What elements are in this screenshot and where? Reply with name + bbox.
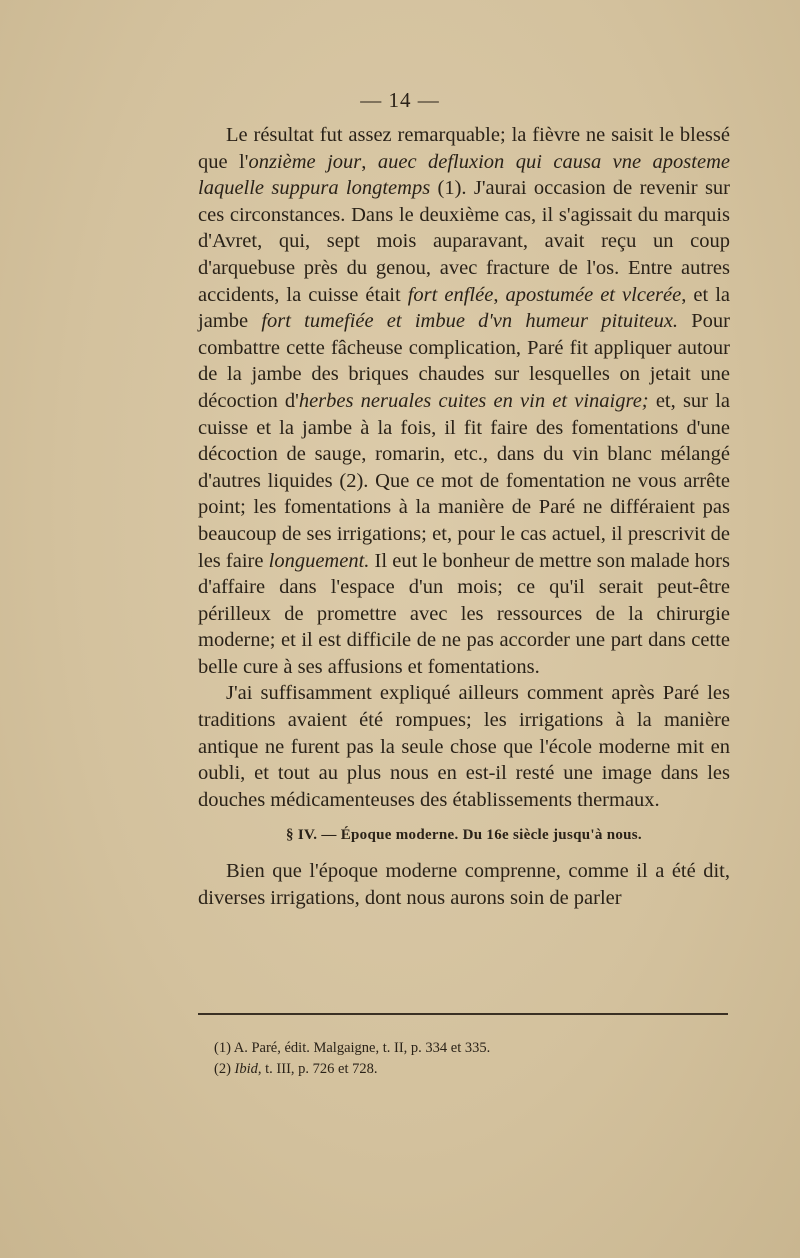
text-run: (1). J'aurai occasion de revenir sur ces circonstances. Dans le deuxième cas, il s'agissait du marquis d'Avret, qui, sept mois auparavant, avait reçu un coup d'arquebuse près du genou, avec fracture de l'os. Entre autres accidents, la cuisse était: [198, 177, 731, 306]
italic-phrase: auec defluxion qui causa vne aposteme laquelle suppura longtemps: [198, 150, 730, 200]
page-number: — 14 —: [360, 88, 440, 112]
footnote-1: [214, 1038, 714, 1059]
footnote-divider: [198, 1013, 728, 1015]
text-run: J'ai suffisamment expliqué ailleurs comment après Paré les traditions avaient été rompues; les irrigations à la manière antique ne furent pas la seule chose que l'école moderne mit en oubli, et tout au plus nous en est-il resté une image dans les douches médicamenteuses des établissements thermaux.: [198, 682, 730, 811]
footnotes: [214, 1038, 714, 1080]
italic-phrase: onzième jour: [248, 150, 362, 173]
footnote-text: A. Paré, édit. Malgaigne, t. II, p. 334 et 335.: [233, 1040, 491, 1056]
text-run: ,: [361, 150, 378, 173]
paragraph-2: [198, 680, 730, 813]
text-run: , et la jambe: [198, 283, 731, 333]
italic-phrase: fort tumefiée et imbue d'vn humeur pituiteux.: [261, 310, 679, 333]
text-run: ,: [493, 283, 506, 306]
text-run: et, sur la cuisse et la jambe à la fois, il fit faire des fomentations d'une décoction de sauge, romarin, etc., dans du vin blanc mélangé d'autres liquides (2). Que ce mot de fomentation ne vous arrête point; les fomentations à la manière de Paré ne différaient pas beaucoup de ses irrigations; et, pour le cas actuel, il prescrivit de les faire: [198, 389, 730, 572]
footnote-text: , t. III, p. 726 et 728.: [257, 1061, 378, 1077]
italic-phrase: longuement.: [268, 549, 370, 572]
section-number: § IV.: [286, 827, 318, 844]
footnote-label: (2): [214, 1061, 231, 1077]
text-run: Pour combattre cette fâcheuse complication, Paré fit appliquer autour de la jambe des briques chaudes sur lesquelles on jetait une décoction d': [198, 310, 730, 412]
footnote-ibid: Ibid: [234, 1061, 258, 1077]
italic-phrase: herbes neruales cuites en vin et vinaigre;: [298, 389, 649, 412]
text-run: Il eut le bonheur de mettre son malade hors d'affaire dans l'espace d'un mois; ce qu'il serait peut-être périlleux de promettre avec les ressources de la chirurgie moderne; et il est difficile de ne pas accorder une part dans cette belle cure à ses affusions et fomentations.: [198, 549, 730, 678]
section-heading: [198, 827, 730, 844]
section-title: — Époque moderne. Du 16e siècle jusqu'à nous.: [321, 827, 642, 844]
paragraph-1: [198, 122, 730, 680]
body-text: [198, 122, 730, 912]
italic-phrase: fort enflée: [407, 283, 494, 306]
paragraph-3: Bien que l'époque moderne comprenne, comme il a été dit, diverses irrigations, dont nous aurons soin de parler: [198, 860, 730, 910]
text-run: Le résultat fut assez remarquable; la fièvre ne saisit le blessé que l': [198, 124, 730, 173]
footnote-label: (1): [214, 1040, 231, 1056]
italic-phrase: apostumée et vlcerée: [505, 283, 682, 306]
footnote-2: [214, 1059, 714, 1080]
